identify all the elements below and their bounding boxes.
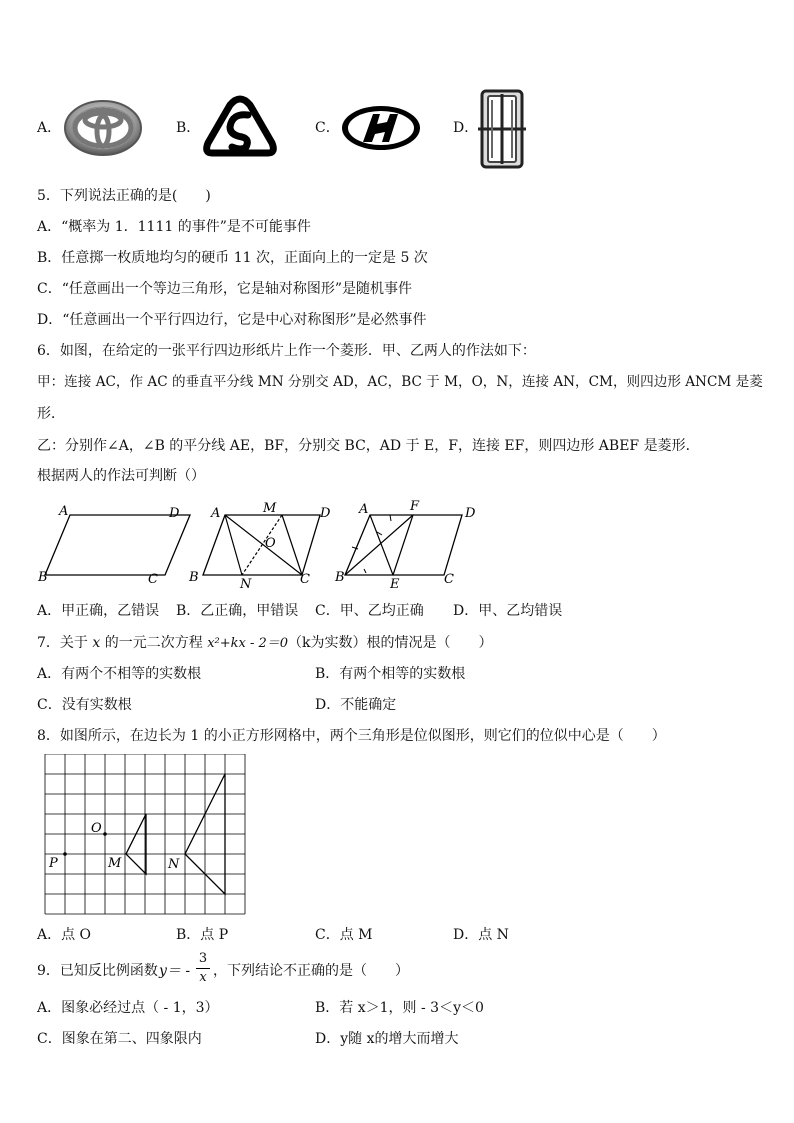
q8-label-p: P	[49, 856, 58, 871]
q6-judge: 根据两人的作法可判断（）	[37, 468, 205, 484]
q8-label-o: O	[91, 821, 102, 836]
q9-option-c: C．图象在第二、四象限内	[37, 1031, 202, 1047]
q8-label-n: N	[168, 857, 180, 872]
fig2-label-b: B	[189, 570, 199, 585]
fig3-label-a: A	[359, 502, 369, 517]
q7-option-d: D．不能确定	[315, 697, 397, 713]
q8-option-a: A．点 O	[37, 927, 92, 943]
q9-option-d: D．y随 x的增大而增大	[315, 1031, 459, 1047]
q4-option-a-label: A．	[37, 120, 62, 136]
lincoln-logo-icon	[478, 88, 526, 170]
q7-var-x: x	[92, 635, 101, 651]
q8-label-m: M	[108, 856, 122, 871]
fig1-label-b: B	[38, 570, 48, 585]
q8-grid	[45, 754, 245, 914]
q7-equation: x²+kx - 2＝0	[207, 636, 289, 651]
q7-option-a: A．有两个不相等的实数根	[37, 666, 202, 682]
q9-stem-pre: 9．已知反比例函数	[37, 963, 158, 979]
q6-option-a: A．甲正确，乙错误	[37, 603, 160, 619]
q9-stem-post: ，下列结论不正确的是（ ）	[213, 963, 409, 979]
q8-option-b: B．点 P	[176, 927, 229, 943]
q8-small-triangle	[126, 814, 146, 874]
q6-jia-line2: 形．	[37, 406, 65, 422]
q6-jia-line1: 甲：连接 AC，作 AC 的垂直平分线 MN 分别交 AD，AC，BC 于 M，O，N，连接 AN，CM，则四边形 ANCM 是菱	[37, 374, 763, 390]
fig2-label-n: N	[240, 577, 252, 592]
q6-option-b: B．乙正确，甲错误	[176, 603, 299, 619]
toyota-logo-icon	[63, 98, 143, 158]
q7-stem-mid: 的一元二次方程	[104, 635, 203, 651]
fig1-label-d-visible: D	[169, 506, 180, 521]
q8-point-p	[63, 852, 67, 856]
q6-figure-1	[37, 504, 190, 587]
fig2-label-m: M	[263, 501, 277, 516]
q8-option-d: D．点 N	[453, 927, 509, 943]
fig2-label-c: C	[300, 572, 310, 587]
q9-option-a: A．图象必经过点（ - 1，3）	[37, 1000, 219, 1016]
q6-stem: 6．如图，在给定的一张平行四边形纸片上作一个菱形．甲、乙两人的作法如下：	[37, 343, 536, 359]
q5-stem: 5．下列说法正确的是( )	[37, 188, 211, 204]
q6-figure-2	[188, 501, 331, 592]
q5-option-c: C．“任意画出一个等边三角形，它是轴对称图形”是随机事件	[37, 281, 413, 297]
q7-stem-pre: 7．关于	[37, 635, 88, 651]
q7-stem	[37, 633, 493, 654]
q6-figure-3	[334, 499, 476, 592]
q6-figures	[30, 495, 490, 595]
q4-option-d-label: D．	[453, 120, 479, 136]
q9-y-eq: y＝ -	[159, 963, 191, 979]
fig3-label-c: C	[444, 572, 454, 587]
q9-option-b: B．若 x＞1，则 - 3＜y＜0	[315, 1000, 484, 1016]
fig3-label-f: F	[410, 499, 420, 514]
q6-option-d: D．甲、乙均错误	[453, 603, 563, 619]
q8-point-o	[103, 832, 107, 836]
fig3-label-b: B	[335, 570, 345, 585]
q4-option-b-label: B．	[176, 120, 201, 136]
q7-option-b: B．有两个相等的实数根	[315, 666, 466, 682]
q8-grid-figure	[44, 754, 248, 918]
q8-option-c: C．点 M	[315, 927, 373, 943]
fig1-label-a: A	[59, 504, 69, 519]
fig1-label-c: C	[148, 572, 158, 587]
q7-option-c: C．没有实数根	[37, 697, 132, 713]
q4-option-c-label: C．	[315, 120, 340, 136]
q5-option-b: B．任意掷一枚质地均匀的硬币 11 次，正面向上的一定是 5 次	[37, 250, 428, 266]
fig3-label-e: E	[390, 577, 400, 592]
q6-option-c: C．甲、乙均正确	[315, 603, 424, 619]
fig2-label-d: D	[320, 506, 331, 521]
q6-yi: 乙：分别作∠A，∠B 的平分线 AE，BF，分别交 BC，AD 于 E，F，连接 EF，则四边形 ABEF 是菱形．	[37, 438, 700, 454]
changan-logo-icon	[202, 95, 278, 161]
q9-fraction-bar	[196, 968, 210, 969]
fig3-label-d: D	[465, 506, 476, 521]
hyundai-logo-icon	[340, 104, 422, 152]
q9-numerator: 3	[198, 951, 208, 966]
fig2-label-a: A	[211, 506, 221, 521]
fig2-label-o: O	[265, 536, 276, 551]
q5-option-d: D．“任意画出一个平行四边行，它是中心对称图形”是必然事件	[37, 312, 427, 328]
q7-stem-paren: （k为实数）根的情况是（ ）	[288, 635, 493, 651]
q9-denominator: x	[199, 970, 207, 985]
q9-fraction	[196, 951, 210, 986]
q8-stem: 8．如图所示，在边长为 1 的小正方形网格中，两个三角形是位似图形，则它们的位似中心是（ ）	[37, 728, 666, 744]
q5-option-a: A．“概率为 1．1111 的事件”是不可能事件	[37, 219, 311, 235]
